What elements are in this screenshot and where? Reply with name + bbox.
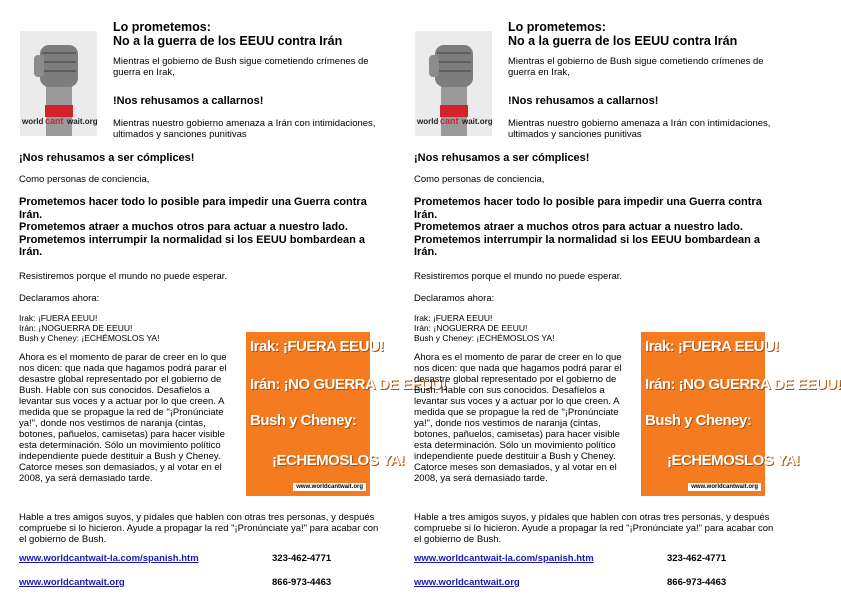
- slogan-item: Bush y Cheney: ¡ECHÉMOSLOS YA!: [19, 333, 160, 343]
- svg-text:cant: cant: [440, 116, 459, 126]
- share-paragraph: Hable a tres amigos suyos, y pídales que hablen con otras tres personas, y después compruebe si lo hicieron. Ayude a propagar la red "¡Pronúnciate ya!" para acabar con el gobierno de Bush.: [19, 512, 379, 545]
- conscience-line: Como personas de conciencia,: [19, 174, 150, 185]
- main-site-link[interactable]: www.worldcantwait.org: [414, 577, 520, 588]
- poster-line-3: Bush y Cheney:: [645, 412, 752, 429]
- intro-paragraph-2: Mientras nuestro gobierno amenaza a Irán con intimidaciones, ultimados y sanciones punitivas: [113, 118, 376, 140]
- heading-line-1: Lo prometemos:: [508, 20, 606, 34]
- poster-line-4: ¡ECHEMOSLOS YA!: [272, 452, 405, 469]
- refuse-complicit-line: ¡Nos rehusamos a ser cómplices!: [19, 152, 195, 164]
- declare-line: Declaramos ahora:: [19, 293, 100, 304]
- heading-line-2: No a la guerra de los EEUU contra Irán: [113, 34, 343, 48]
- declare-line: Declaramos ahora:: [414, 293, 495, 304]
- phone-national: 866-973-4463: [272, 577, 332, 588]
- slogan-item: Irak: ¡FUERA EEUU!: [414, 313, 493, 323]
- slogan-item: Irán: ¡NOGUERRA DE EEUU!: [414, 323, 528, 333]
- slogan-item: Bush y Cheney: ¡ECHÉMOSLOS YA!: [414, 333, 555, 343]
- poster-line-3: Bush y Cheney:: [250, 412, 357, 429]
- refuse-silence-line: !Nos rehusamos a callarnos!: [113, 95, 264, 107]
- share-paragraph: Hable a tres amigos suyos, y pídales que hablen con otras tres personas, y después compruebe si lo hicieron. Ayude a propagar la red "¡Pronúnciate ya!" para acabar con el gobierno de Bush.: [414, 512, 774, 545]
- pledge-item: Prometemos interrumpir la normalidad si los EEUU bombardean a Irán.: [19, 233, 365, 258]
- intro-paragraph-2: Mientras nuestro gobierno amenaza a Irán con intimidaciones, ultimados y sanciones punitivas: [508, 118, 771, 140]
- poster-site: www.worldcantwait.org: [293, 483, 366, 491]
- intro-paragraph-1: Mientras el gobierno de Bush sigue cometiendo crímenes de guerra en Irak,: [508, 56, 764, 78]
- pledge-heading: [508, 20, 768, 48]
- spanish-site-link[interactable]: www.worldcantwait-la.com/spanish.htm: [414, 553, 594, 564]
- phone-national: 866-973-4463: [667, 577, 727, 588]
- body-paragraph: Ahora es el momento de parar de creer en lo que nos dicen: que nada que hagamos podrá parar el desastre global representado por el gobierno de Bush. Hable con sus conocidos. Desafíelos a levantar sus voces y a actuar por lo que creen. A medida que se propague la red de "¡Pronúnciate ya!", donde nos vestimos de naranja (cintas, botones, pañuelos, camisetas) para hacer visible esta determinación. Sólo un movimiento político independiente puede destituir a Bush y Cheney. Catorce meses son demasiados, y al votar en el 2008, ya será demasiado tarde.: [414, 352, 622, 484]
- slogan-list: [19, 313, 159, 343]
- poster-site: www.worldcantwait.org: [688, 483, 761, 491]
- phone-la: 323-462-4771: [667, 553, 727, 564]
- refuse-silence-line: !Nos rehusamos a callarnos!: [508, 95, 659, 107]
- phone-la: 323-462-4771: [272, 553, 332, 564]
- refuse-complicit-line: ¡Nos rehusamos a ser cómplices!: [414, 152, 590, 164]
- raised-fist-photo: [20, 31, 97, 136]
- pledge-item: Prometemos interrumpir la normalidad si los EEUU bombardean a Irán.: [414, 233, 760, 258]
- resist-line: Resistiremos porque el mundo no puede esperar.: [19, 271, 228, 282]
- pledge-item: Prometemos atraer a muchos otros para actuar a nuestro lado.: [414, 221, 743, 233]
- main-site-link[interactable]: www.worldcantwait.org: [19, 577, 125, 588]
- slogan-list: [414, 313, 554, 343]
- slogan-item: Irak: ¡FUERA EEUU!: [19, 313, 98, 323]
- svg-text:cant: cant: [45, 116, 64, 126]
- pledge-item: Prometemos hacer todo lo posible para impedir una Guerra contra Irán.: [414, 196, 762, 221]
- spanish-site-link[interactable]: www.worldcantwait-la.com/spanish.htm: [19, 553, 199, 564]
- pledge-heading: [113, 20, 373, 48]
- poster-line-2: Irán: ¡NO GUERRA DE EEUU!: [645, 376, 841, 393]
- pledge-list: [19, 196, 374, 259]
- body-paragraph: Ahora es el momento de parar de creer en lo que nos dicen: que nada que hagamos podrá parar el desastre global representado por el gobierno de Bush. Hable con sus conocidos. Desafíelos a levantar sus voces y a actuar por lo que creen. A medida que se propague la red de "¡Pronúnciate ya!", donde nos vestimos de naranja (cintas, botones, pañuelos, camisetas) para hacer visible esta determinación. Sólo un movimiento político independiente puede destituir a Bush y Cheney. Catorce meses son demasiados, y al votar en el 2008, ya será demasiado tarde.: [19, 352, 227, 484]
- intro-paragraph-1: Mientras el gobierno de Bush sigue cometiendo crímenes de guerra en Irak,: [113, 56, 369, 78]
- heading-line-2: No a la guerra de los EEUU contra Irán: [508, 34, 738, 48]
- poster-line-1: Irak: ¡FUERA EEUU!: [250, 338, 384, 355]
- heading-line-1: Lo prometemos:: [113, 20, 211, 34]
- svg-text:wait.org: wait.org: [462, 117, 493, 126]
- orange-poster: [641, 332, 841, 496]
- raised-fist-photo: [415, 31, 492, 136]
- svg-text:world: world: [417, 117, 439, 126]
- poster-line-1: Irak: ¡FUERA EEUU!: [645, 338, 779, 355]
- orange-poster: [246, 332, 447, 496]
- conscience-line: Como personas de conciencia,: [414, 174, 545, 185]
- svg-text:world: world: [22, 117, 44, 126]
- poster-line-2: Irán: ¡NO GUERRA DE EEUU!: [250, 376, 447, 393]
- svg-text:wait.org: wait.org: [67, 117, 98, 126]
- resist-line: Resistiremos porque el mundo no puede esperar.: [414, 271, 623, 282]
- slogan-item: Irán: ¡NOGUERRA DE EEUU!: [19, 323, 133, 333]
- flyer-right: [395, 0, 841, 612]
- pledge-item: Prometemos atraer a muchos otros para actuar a nuestro lado.: [19, 221, 348, 233]
- pledge-item: Prometemos hacer todo lo posible para impedir una Guerra contra Irán.: [19, 196, 367, 221]
- pledge-list: [414, 196, 769, 259]
- poster-line-4: ¡ECHEMOSLOS YA!: [667, 452, 800, 469]
